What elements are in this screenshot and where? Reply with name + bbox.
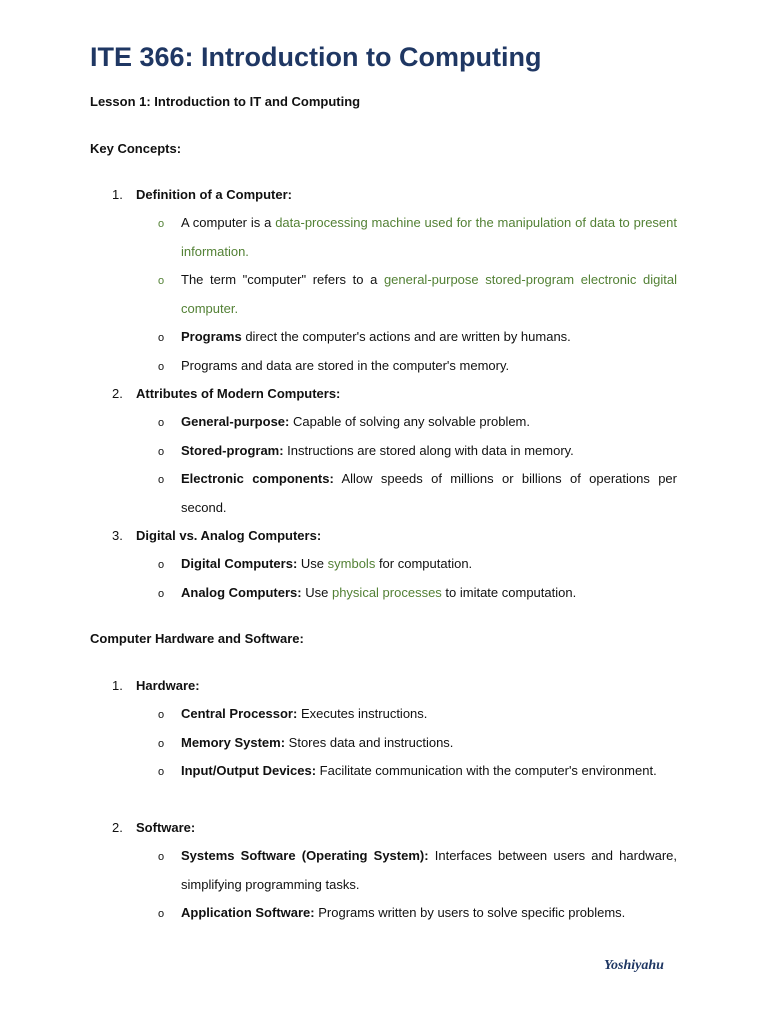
bullet-text: Programs and data are stored in the computer's memory. <box>181 358 510 373</box>
bullet-icon: o <box>158 908 165 920</box>
bullet-icon: o <box>158 709 165 721</box>
item-number: 2. <box>112 386 123 401</box>
bullet-icon: o <box>158 332 165 344</box>
highlighted-text: data-processing machine used for the manipulation of data to present information. <box>181 215 677 259</box>
item-label: Software: <box>136 820 196 835</box>
item-label: Definition of a Computer: <box>136 187 292 202</box>
bullet-icon: o <box>158 417 165 429</box>
bullet-text: Digital Computers: Use symbols for computation. <box>181 556 473 571</box>
hardware-software-heading: Computer Hardware and Software: <box>90 631 304 646</box>
bullet-text: A computer is a data-processing machine used for the manipulation of data to present information. <box>181 215 677 259</box>
bullet-text: Memory System: Stores data and instructions. <box>181 735 454 750</box>
bullet-icon: o <box>158 766 165 778</box>
author-signature: Yoshiyahu <box>604 958 664 973</box>
bullet-icon: o <box>158 588 165 600</box>
bullet-icon: o <box>158 361 165 373</box>
item-label: Hardware: <box>136 678 200 693</box>
item-label: Digital vs. Analog Computers: <box>136 528 322 543</box>
bullet-text: Stored-program: Instructions are stored along with data in memory. <box>181 443 574 458</box>
bullet-text: Programs direct the computer's actions and are written by humans. <box>181 329 571 344</box>
bullet-text: Electronic components: Allow speeds of millions or billions of operations per second. <box>181 471 677 515</box>
bullet-text: Systems Software (Operating System): Interfaces between users and hardware, simplifying programming tasks. <box>181 848 677 892</box>
highlighted-text: general-purpose stored-program electronic digital computer. <box>181 272 678 316</box>
bullet-text: Analog Computers: Use physical processes to imitate computation. <box>181 585 577 600</box>
bullet-icon: o <box>158 559 165 571</box>
bullet-text: The term "computer" refers to a general-purpose stored-program electronic digital computer. <box>181 272 678 316</box>
highlighted-text: physical processes <box>331 585 442 600</box>
bullet-text: General-purpose: Capable of solving any solvable problem. <box>181 414 530 429</box>
item-number: 2. <box>112 820 123 835</box>
item-number: 3. <box>112 528 123 543</box>
bullet-icon: o <box>158 446 165 458</box>
bullet-text: Application Software: Programs written by users to solve specific problems. <box>181 905 626 920</box>
page-title: ITE 366: Introduction to Computing <box>90 42 542 72</box>
bullet-text: Central Processor: Executes instructions. <box>181 706 428 721</box>
highlighted-text: symbols <box>327 556 376 571</box>
bullet-icon: o <box>158 218 165 230</box>
item-number: 1. <box>112 678 123 693</box>
item-label: Attributes of Modern Computers: <box>136 386 341 401</box>
bullet-icon: o <box>158 474 165 486</box>
bullet-icon: o <box>158 738 165 750</box>
key-concepts-heading: Key Concepts: <box>90 141 182 156</box>
lesson-heading: Lesson 1: Introduction to IT and Computing <box>90 94 361 109</box>
item-number: 1. <box>112 187 123 202</box>
bullet-text: Input/Output Devices: Facilitate communication with the computer's environment. <box>181 763 657 778</box>
bullet-icon: o <box>158 851 165 863</box>
bullet-icon: o <box>158 275 165 287</box>
